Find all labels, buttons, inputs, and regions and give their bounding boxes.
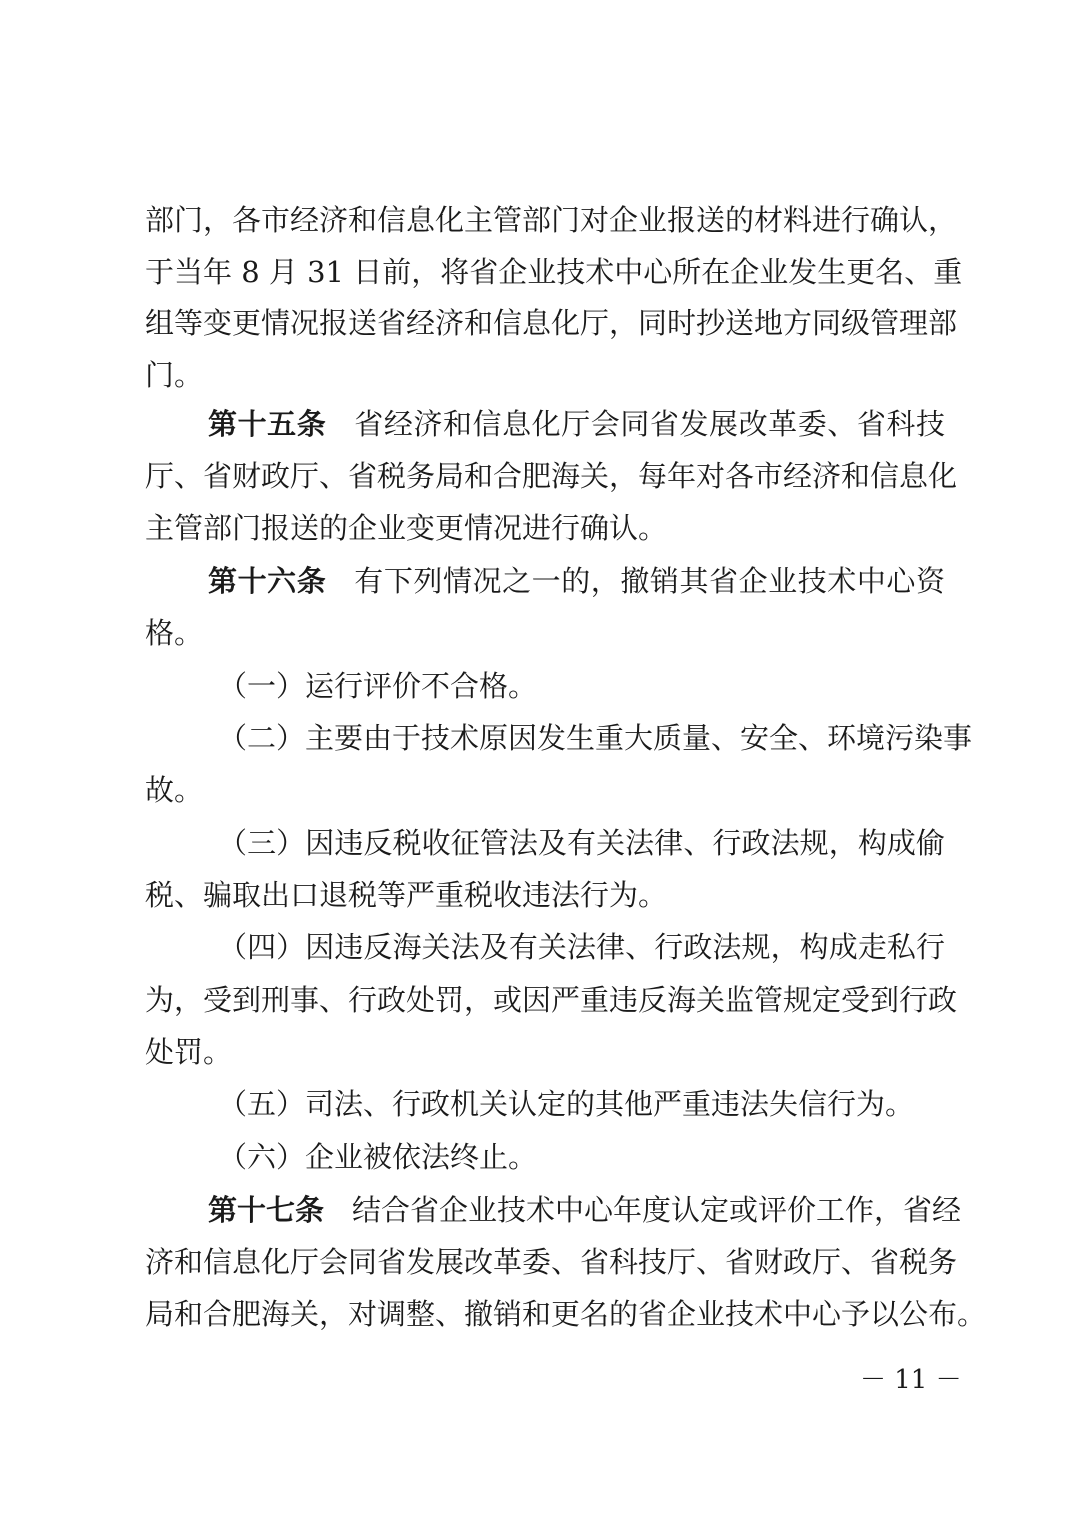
article-16-line [208,561,945,601]
list-item: （三）因违反税收征管法及有关法律、行政法规，构成偷 [218,826,945,860]
text-line: 为，受到刑事、行政处罚，或因严重违反海关监管规定受到行政 [145,983,958,1017]
article-17-heading: 第十七条 [208,1193,325,1227]
text-line: 处罚。 [145,1035,233,1069]
article-16-text: 有下列情况之一的，撤销其省企业技术中心资 [354,564,945,598]
article-17-line [208,1190,962,1230]
list-item: （一）运行评价不合格。 [218,669,538,703]
page-number: － 11 － [860,1365,962,1395]
article-16-heading: 第十六条 [208,564,327,598]
article-15-text: 省经济和信息化厅会同省发展改革委、省科技 [354,407,945,441]
text-line: 厅、省财政厅、省税务局和合肥海关，每年对各市经济和信息化 [145,459,958,493]
article-15-heading: 第十五条 [208,407,327,441]
list-item: （五）司法、行政机关认定的其他严重违法失信行为。 [218,1087,915,1121]
text-line: 主管部门报送的企业变更情况进行确认。 [145,511,668,545]
text-line: 部门，各市经济和信息化主管部门对企业报送的材料进行确认， [145,203,958,237]
article-17-text: 结合省企业技术中心年度认定或评价工作，省经 [352,1193,962,1227]
list-item: （四）因违反海关法及有关法律、行政法规，构成走私行 [218,930,945,964]
text-line: 济和信息化厅会同省发展改革委、省科技厅、省财政厅、省税务 [145,1245,958,1279]
article-15-line [208,404,945,444]
text-line: 于当年 8 月 31 日前，将省企业技术中心所在企业发生更名、重 [145,255,963,289]
list-item: （六）企业被依法终止。 [218,1140,538,1174]
list-item: （二）主要由于技术原因发生重大质量、安全、环境污染事 [218,721,973,755]
text-line: 门。 [145,358,204,392]
text-line: 税、骗取出口退税等严重税收违法行为。 [145,878,668,912]
text-line: 故。 [145,773,204,807]
text-line: 格。 [145,616,204,650]
text-line: 局和合肥海关，对调整、撤销和更名的省企业技术中心予以公布。 [145,1297,987,1331]
text-line: 组等变更情况报送省经济和信息化厅，同时抄送地方同级管理部 [145,306,958,340]
